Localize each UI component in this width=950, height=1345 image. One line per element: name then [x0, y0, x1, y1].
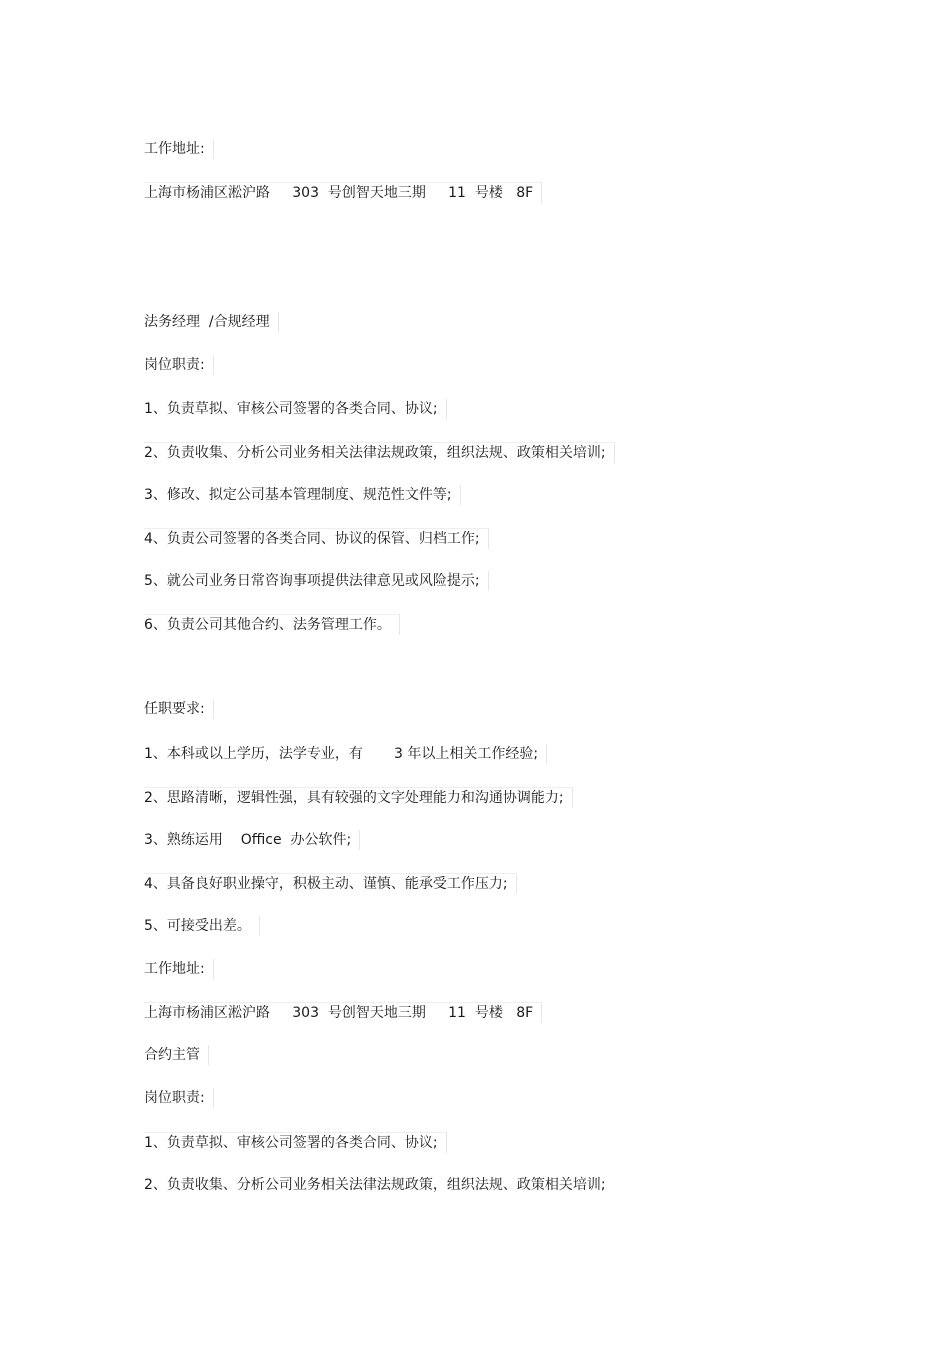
requirement-item-1: 1、本科或以上学历，法学专业，有 3 年以上相关工作经验; — [144, 744, 547, 764]
job-title-legal-manager: 法务经理 /合规经理 — [144, 312, 279, 332]
responsibilities-heading: 岗位职责: — [144, 355, 214, 375]
work-address-label-2: 工作地址: — [144, 959, 214, 979]
responsibility-item-1-second: 1、负责草拟、审核公司签署的各类合同、协议; — [144, 1132, 447, 1153]
responsibility-item-2: 2、负责收集、分析公司业务相关法律法规政策，组织法规、政策相关培训; — [144, 442, 615, 463]
requirement-item-2: 2、思路清晰，逻辑性强，具有较强的文字处理能力和沟通协调能力; — [144, 787, 573, 808]
work-address-text-2: 上海市杨浦区淞沪路 303 号创智天地三期 11 号楼 8F — [144, 1002, 542, 1023]
requirement-item-5: 5、可接受出差。 — [144, 916, 260, 936]
responsibility-item-5: 5、就公司业务日常咨询事项提供法律意见或风险提示; — [144, 571, 489, 591]
requirement-item-4: 4、具备良好职业操守，积极主动、谨慎、能承受工作压力; — [144, 873, 517, 894]
job-title-contract-supervisor: 合约主管 — [144, 1045, 209, 1065]
work-address-text: 上海市杨浦区淞沪路 303 号创智天地三期 11 号楼 8F — [144, 182, 542, 203]
responsibility-item-6: 6、负责公司其他合约、法务管理工作。 — [144, 614, 400, 635]
requirements-heading: 任职要求: — [144, 699, 214, 719]
responsibility-item-3: 3、修改、拟定公司基本管理制度、规范性文件等; — [144, 485, 461, 505]
responsibility-item-2-second: 2、负责收集、分析公司业务相关法律法规政策，组织法规、政策相关培训; — [144, 1177, 606, 1193]
responsibilities-heading-2: 岗位职责: — [144, 1088, 214, 1108]
work-address-label: 工作地址: — [144, 139, 214, 159]
responsibility-item-1: 1、负责草拟、审核公司签署的各类合同、协议; — [144, 399, 447, 419]
responsibility-item-4: 4、负责公司签署的各类合同、协议的保管、归档工作; — [144, 528, 489, 549]
requirement-item-3: 3、熟练运用 Office 办公软件; — [144, 830, 360, 850]
